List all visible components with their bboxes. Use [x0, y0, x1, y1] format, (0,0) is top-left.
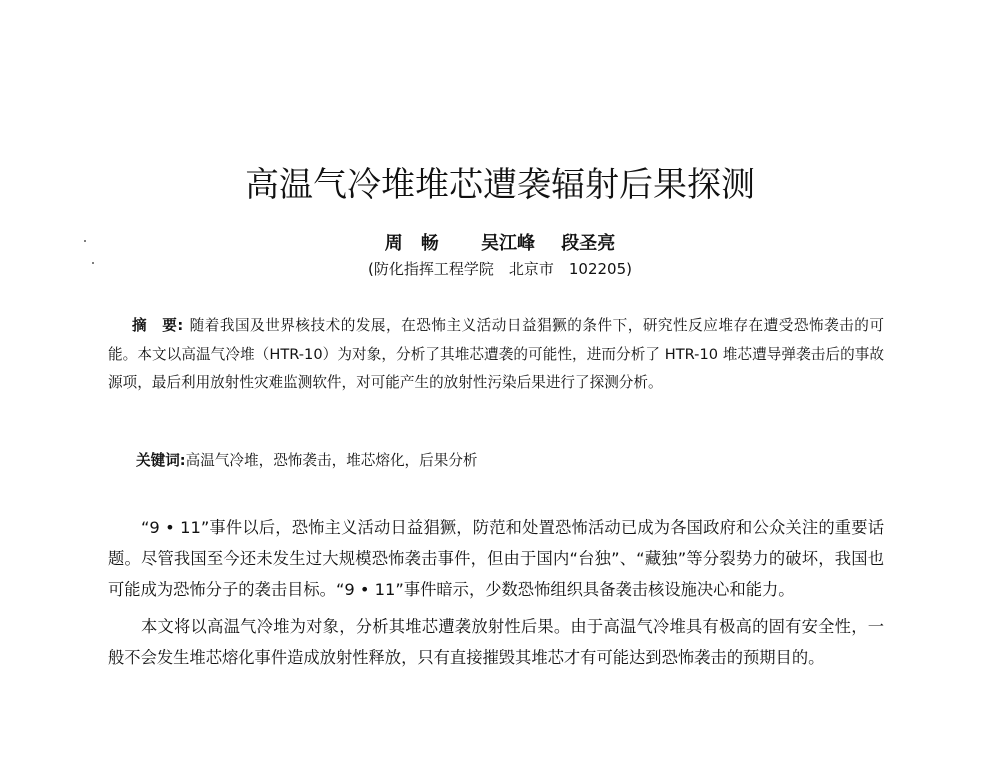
author-affiliation: (防化指挥工程学院 北京市 102205) — [368, 260, 632, 278]
body-text — [108, 512, 884, 679]
paper-title: 高温气冷堆堆芯遭袭辐射后果探测 — [245, 165, 755, 205]
keywords-label: 关键词: — [136, 452, 186, 469]
author-name: 吴江峰 — [481, 233, 535, 254]
keywords — [108, 448, 884, 474]
abstract-label: 摘 要: — [132, 317, 184, 334]
author-name: 段圣亮 — [561, 233, 616, 254]
author-name: 周 畅 — [384, 233, 439, 254]
author-list — [0, 232, 1000, 256]
abstract-text: 随着我国及世界核技术的发展，在恐怖主义活动日益猖獗的条件下，研究性反应堆存在遭受恐怖袭击的可能。本文以高温气冷堆（HTR-10）为对象，分析了其堆芯遭袭的可能性，进而分析了 HTR-10 堆芯遭导弹袭击后的事故源项，最后利用放射性灾难监测软件，对可能产生的放射性污染后果进行了探测分析。 — [108, 317, 884, 391]
body-paragraph: “9 • 11”事件以后，恐怖主义活动日益猖獗，防范和处置恐怖活动已成为各国政府和公众关注的重要话题。尽管我国至今还未发生过大规模恐怖袭击事件，但由于国内“台独”、“藏独”等分裂势力的破坏，我国也可能成为恐怖分子的袭击目标。“9 • 11”事件暗示，少数恐怖组织具备袭击核设施决心和能力。 — [108, 518, 884, 599]
body-paragraph: 本文将以高温气冷堆为对象，分析其堆芯遭袭放射性后果。由于高温气冷堆具有极高的固有安全性，一般不会发生堆芯熔化事件造成放射性释放，只有直接摧毁其堆芯才有可能达到恐怖袭击的预期目的。 — [108, 617, 884, 667]
abstract — [108, 312, 884, 398]
keywords-text: 高温气冷堆，恐怖袭击，堆芯熔化，后果分析 — [185, 452, 478, 469]
